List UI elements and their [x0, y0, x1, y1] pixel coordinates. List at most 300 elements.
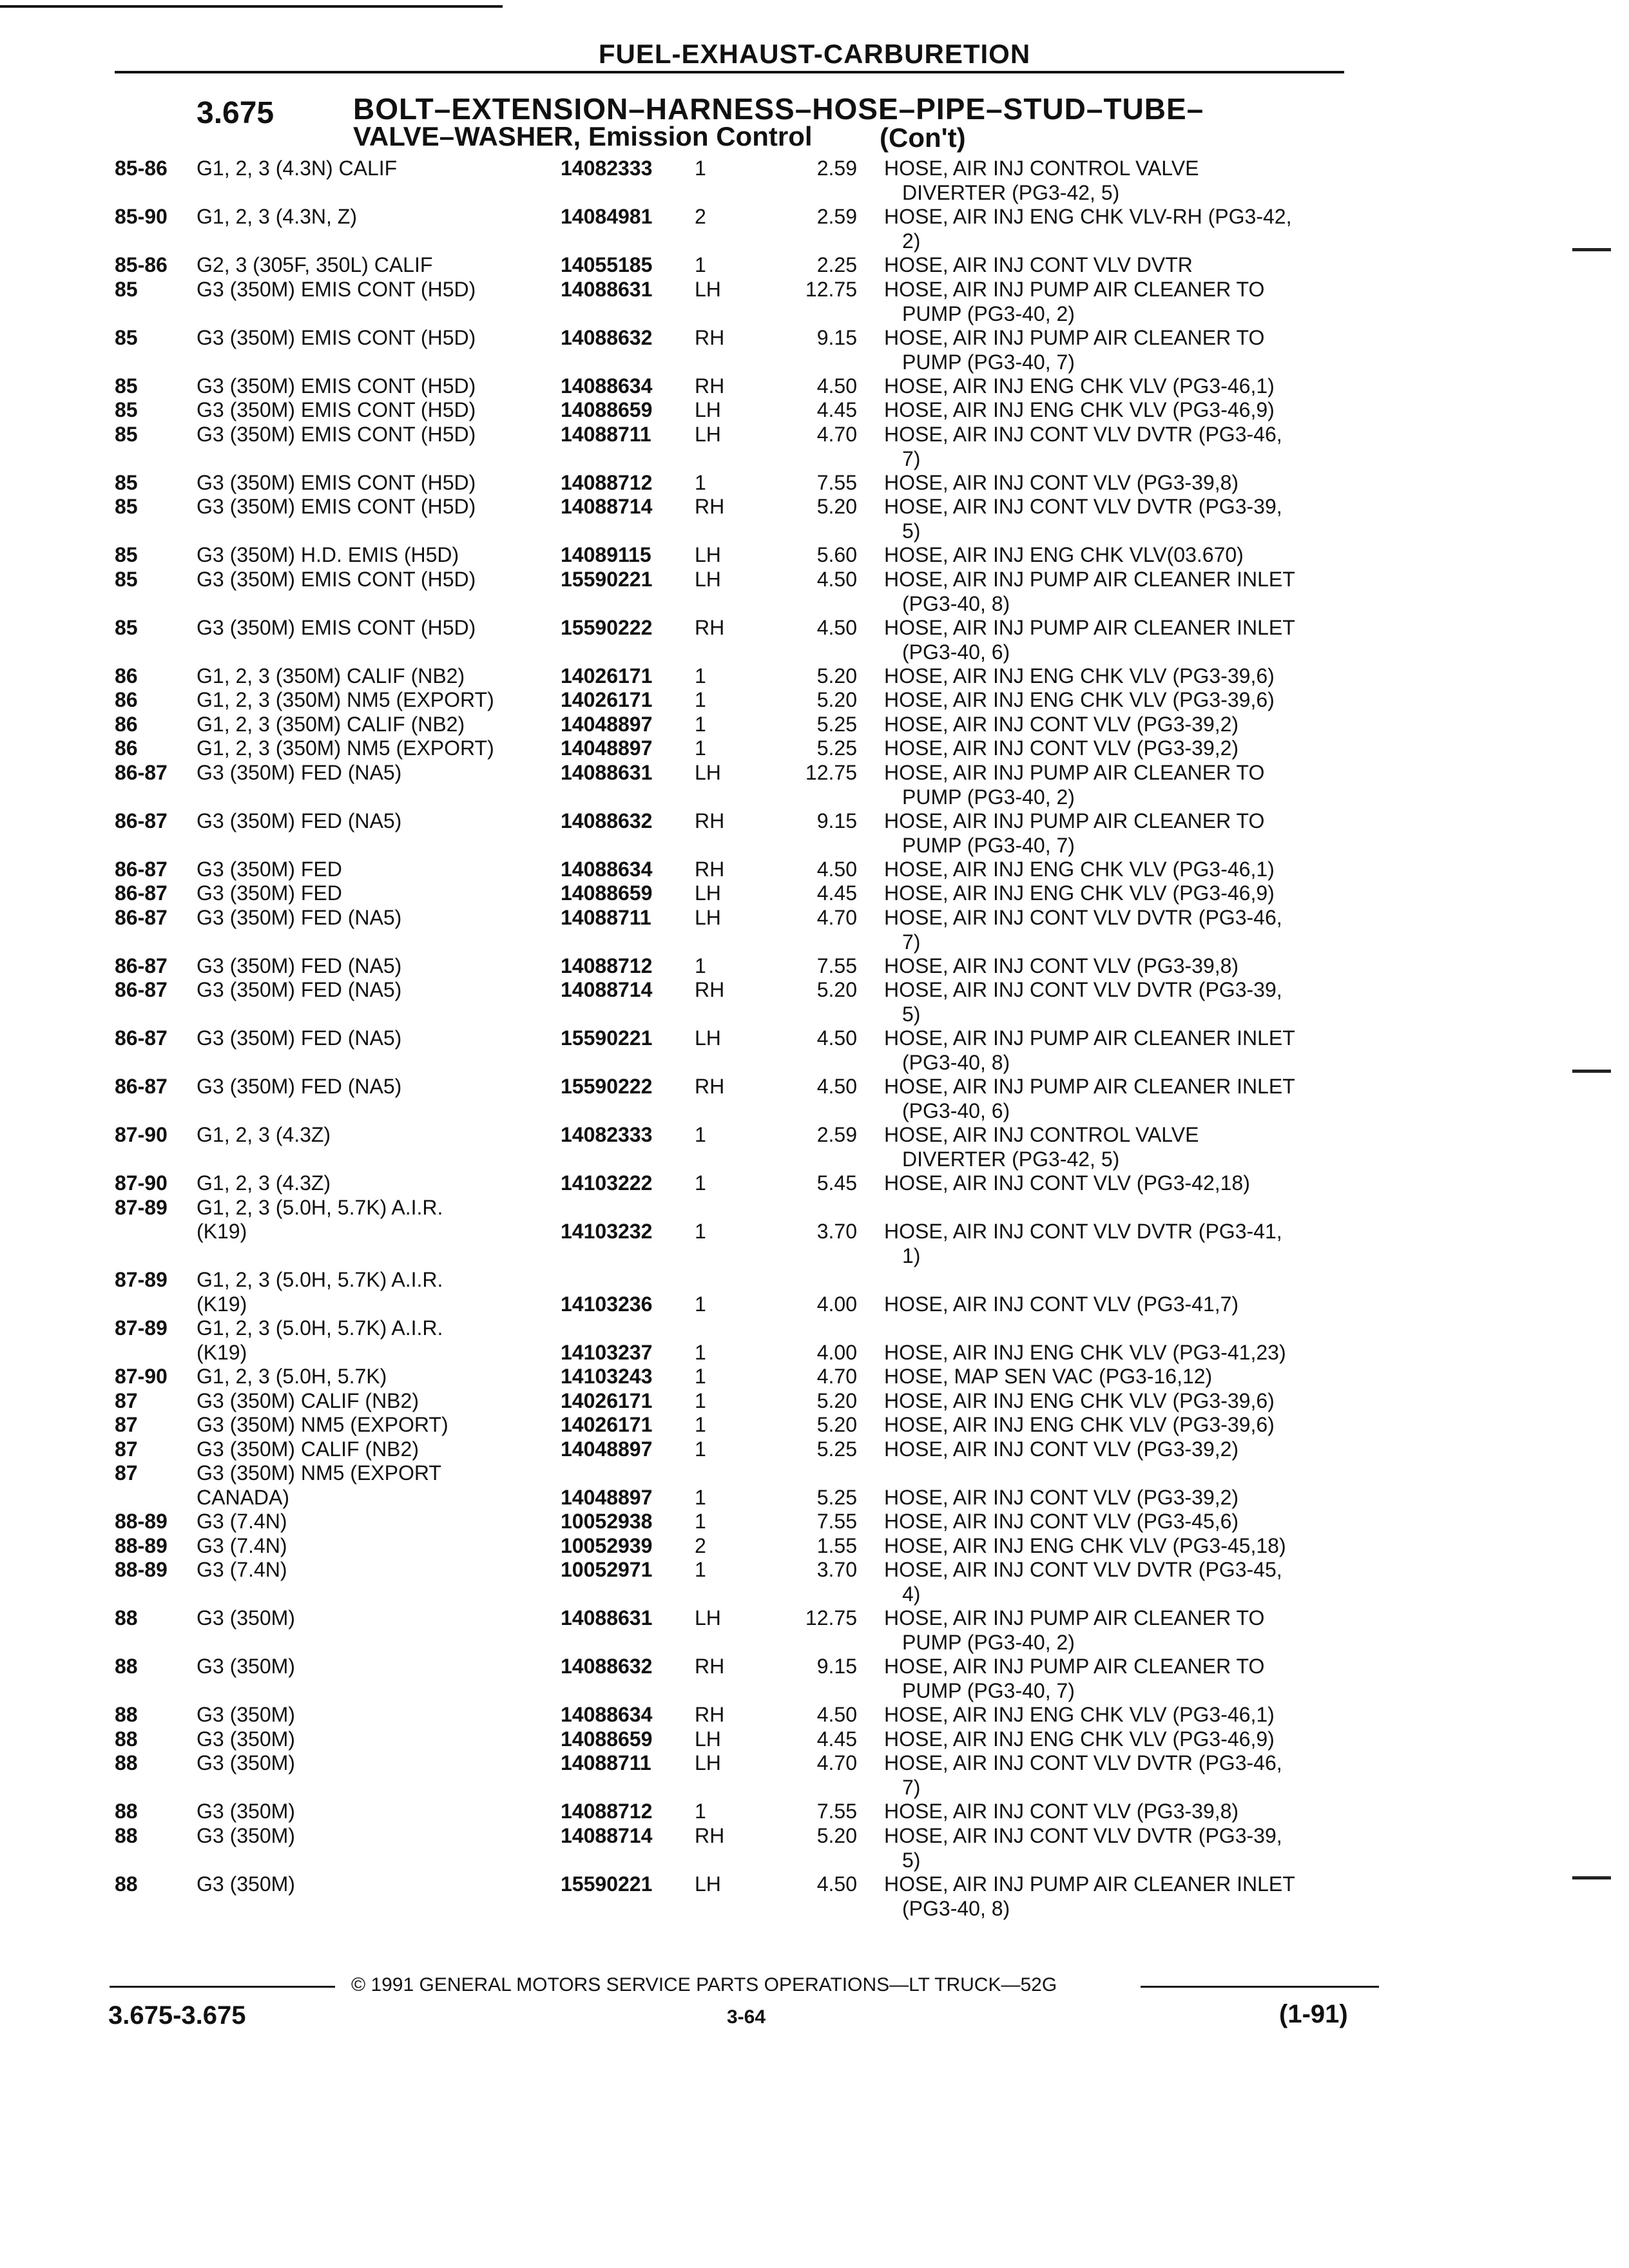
row-year: 87-90 — [115, 1171, 168, 1195]
row-description-line1: HOSE, AIR INJ CONT VLV (PG3-42,18) — [884, 1171, 1250, 1195]
row-description-line1: HOSE, AIR INJ PUMP AIR CLEANER TO — [884, 277, 1265, 301]
row-year: 86-87 — [115, 857, 168, 881]
row-part-number: 14103243 — [561, 1365, 653, 1388]
row-price: 4.50 — [816, 1872, 857, 1896]
row-description — [884, 374, 1366, 398]
row-year: 88-89 — [115, 1558, 168, 1581]
table-row — [0, 422, 1629, 474]
row-price: 4.70 — [816, 905, 857, 929]
row-price: 5.25 — [816, 736, 857, 760]
row-part-number: 10052939 — [561, 1533, 653, 1557]
row-year: 85 — [115, 277, 138, 301]
row-description — [884, 881, 1366, 905]
section-title-line2: VALVE–WASHER, Emission Control — [353, 121, 813, 151]
row-price: 3.70 — [816, 1558, 857, 1581]
table-row — [0, 1872, 1629, 1923]
row-part-number: 14088659 — [561, 881, 653, 905]
row-quantity: 1 — [695, 253, 706, 276]
row-price: 4.50 — [816, 374, 857, 398]
row-year: 85-86 — [115, 253, 168, 276]
row-price: 5.60 — [816, 543, 857, 566]
row-model: G3 (350M) — [197, 1751, 295, 1774]
row-price: 5.20 — [816, 1389, 857, 1412]
table-row — [0, 494, 1629, 546]
row-part-number: 14055185 — [561, 253, 653, 276]
row-quantity: 1 — [695, 157, 706, 180]
row-quantity: 1 — [695, 1413, 706, 1436]
row-price: 5.20 — [816, 978, 857, 1001]
footer-date-code: (1-91) — [1279, 2000, 1348, 2028]
row-description-line2: 4) — [902, 1582, 921, 1606]
row-part-number: 14103222 — [561, 1171, 653, 1195]
row-year: 87 — [115, 1461, 138, 1485]
row-quantity: LH — [695, 1751, 721, 1774]
row-part-number: 14088632 — [561, 325, 653, 349]
row-price: 9.15 — [816, 809, 857, 832]
row-description-line1: HOSE, AIR INJ ENG CHK VLV(03.670) — [884, 543, 1244, 566]
row-year: 86 — [115, 712, 138, 736]
row-quantity: LH — [695, 567, 721, 591]
row-price: 12.75 — [805, 1606, 857, 1629]
row-description-line1: HOSE, AIR INJ CONT VLV (PG3-39,2) — [884, 712, 1239, 736]
row-quantity: 2 — [695, 1533, 706, 1557]
row-model: G1, 2, 3 (5.0H, 5.7K) A.I.R. — [197, 1195, 443, 1219]
row-model: (K19) — [197, 1292, 247, 1316]
table-row — [0, 1751, 1629, 1802]
row-description-line1: HOSE, AIR INJ CONTROL VALVE — [884, 157, 1199, 180]
row-part-number: 14088714 — [561, 1823, 653, 1847]
row-model: G1, 2, 3 (350M) CALIF (NB2) — [197, 664, 465, 687]
footer-copyright: © 1991 GENERAL MOTORS SERVICE PARTS OPERATIONS—LT TRUCK—52G — [351, 1974, 1057, 1995]
row-year: 88 — [115, 1727, 138, 1751]
row-year: 85 — [115, 470, 138, 494]
row-part-number: 14026171 — [561, 1389, 653, 1412]
table-row — [0, 1122, 1629, 1174]
row-description — [884, 977, 1366, 1026]
row-part-number: 14088711 — [561, 1751, 651, 1774]
row-model: G1, 2, 3 (4.3N, Z) — [197, 205, 357, 228]
row-year: 86-87 — [115, 978, 168, 1001]
row-quantity: RH — [695, 809, 725, 832]
row-description — [884, 905, 1366, 954]
row-quantity: LH — [695, 422, 721, 446]
row-quantity: 1 — [695, 1220, 706, 1243]
row-description-line1: HOSE, AIR INJ CONT VLV DVTR (PG3-46, — [884, 422, 1282, 446]
row-part-number: 15590221 — [561, 1026, 653, 1050]
row-description-line1: HOSE, AIR INJ ENG CHK VLV (PG3-39,6) — [884, 664, 1275, 687]
row-quantity: 2 — [695, 205, 706, 228]
row-quantity: 1 — [695, 1510, 706, 1533]
row-year: 86-87 — [115, 809, 168, 832]
row-price: 5.25 — [816, 712, 857, 736]
row-quantity: 1 — [695, 470, 706, 494]
row-description-line1: HOSE, AIR INJ CONT VLV DVTR (PG3-45, — [884, 1558, 1282, 1581]
row-year: 87 — [115, 1389, 138, 1412]
table-row — [0, 615, 1629, 667]
row-year: 87-90 — [115, 1365, 168, 1388]
row-model: G3 (350M) FED — [197, 857, 342, 881]
table-row — [0, 567, 1629, 619]
row-quantity: LH — [695, 1727, 721, 1751]
row-description-line1: HOSE, AIR INJ CONT VLV DVTR (PG3-41, — [884, 1220, 1282, 1243]
row-price: 4.00 — [816, 1340, 857, 1364]
row-description — [884, 1171, 1366, 1195]
row-year: 86 — [115, 736, 138, 760]
row-model: G3 (350M) FED (NA5) — [197, 809, 402, 832]
row-quantity: 1 — [695, 1171, 706, 1195]
row-description-line2: PUMP (PG3-40, 2) — [902, 302, 1075, 325]
row-price: 5.25 — [816, 1485, 857, 1509]
row-description — [884, 1026, 1366, 1075]
row-description — [884, 1292, 1366, 1316]
row-model: G3 (350M) FED (NA5) — [197, 1075, 402, 1098]
row-part-number: 14088714 — [561, 495, 653, 518]
row-description — [884, 1872, 1366, 1921]
section-continued: (Con't) — [880, 122, 966, 153]
row-description-line1: HOSE, AIR INJ PUMP AIR CLEANER INLET — [884, 1026, 1295, 1050]
row-model: G3 (350M) FED — [197, 881, 342, 905]
row-quantity: 1 — [695, 1558, 706, 1581]
row-quantity: 1 — [695, 688, 706, 711]
row-price: 4.50 — [816, 857, 857, 881]
row-quantity: LH — [695, 277, 721, 301]
row-part-number: 14088631 — [561, 277, 653, 301]
row-description-line2: 5) — [902, 519, 921, 543]
row-description-line1: HOSE, AIR INJ ENG CHK VLV (PG3-46,9) — [884, 398, 1275, 421]
margin-mark — [1572, 248, 1611, 251]
row-quantity: LH — [695, 760, 721, 784]
row-quantity: RH — [695, 1703, 725, 1726]
row-description — [884, 204, 1366, 253]
row-description — [884, 325, 1366, 374]
row-year: 86-87 — [115, 1026, 168, 1050]
row-year: 86-87 — [115, 905, 168, 929]
row-description — [884, 1509, 1366, 1533]
row-description — [884, 567, 1366, 616]
row-year: 88-89 — [115, 1510, 168, 1533]
row-year: 87 — [115, 1413, 138, 1436]
row-part-number: 14082333 — [561, 157, 653, 180]
row-model: G3 (350M) — [197, 1823, 295, 1847]
row-model: G1, 2, 3 (4.3Z) — [197, 1123, 331, 1146]
row-description-line1: HOSE, AIR INJ ENG CHK VLV (PG3-39,6) — [884, 1389, 1275, 1412]
table-row — [0, 325, 1629, 377]
row-part-number: 14088634 — [561, 857, 653, 881]
row-price: 4.45 — [816, 398, 857, 421]
table-row — [0, 977, 1629, 1029]
row-description-line1: HOSE, AIR INJ ENG CHK VLV (PG3-45,18) — [884, 1533, 1286, 1557]
row-model: G3 (350M) FED (NA5) — [197, 978, 402, 1001]
row-description — [884, 543, 1366, 567]
row-quantity: 1 — [695, 1292, 706, 1316]
table-row — [0, 277, 1629, 329]
footer-page-number: 3-64 — [727, 2006, 766, 2028]
row-quantity: 1 — [695, 1485, 706, 1509]
row-description — [884, 1606, 1366, 1655]
row-description-line2: 5) — [902, 1848, 921, 1872]
row-description-line1: HOSE, AIR INJ CONT VLV (PG3-39,8) — [884, 1800, 1239, 1823]
row-description — [884, 398, 1366, 422]
row-year: 87-89 — [115, 1195, 168, 1219]
row-part-number: 14088634 — [561, 374, 653, 398]
row-price: 7.55 — [816, 1510, 857, 1533]
row-quantity: 1 — [695, 1365, 706, 1388]
row-model: G1, 2, 3 (350M) NM5 (EXPORT) — [197, 688, 494, 711]
row-price: 12.75 — [805, 277, 857, 301]
row-description — [884, 1533, 1366, 1558]
row-description-line2: PUMP (PG3-40, 2) — [902, 1631, 1075, 1654]
row-model: G1, 2, 3 (350M) CALIF (NB2) — [197, 712, 465, 736]
row-description — [884, 1219, 1366, 1268]
row-description — [884, 1799, 1366, 1823]
row-description-line1: HOSE, AIR INJ ENG CHK VLV (PG3-39,6) — [884, 1413, 1275, 1436]
row-quantity: RH — [695, 978, 725, 1001]
row-model: G3 (350M) — [197, 1727, 295, 1751]
row-description — [884, 1437, 1366, 1461]
row-description-line2: 1) — [902, 1244, 921, 1267]
row-model: G3 (350M) FED (NA5) — [197, 905, 402, 929]
row-model: G3 (350M) — [197, 1872, 295, 1896]
table-row — [0, 1654, 1629, 1706]
row-quantity: 1 — [695, 1437, 706, 1461]
row-quantity: RH — [695, 325, 725, 349]
row-part-number: 15590222 — [561, 1075, 653, 1098]
row-year: 88 — [115, 1872, 138, 1896]
row-description-line1: HOSE, AIR INJ CONT VLV (PG3-45,6) — [884, 1510, 1239, 1533]
row-description-line1: HOSE, AIR INJ CONT VLV DVTR (PG3-46, — [884, 905, 1282, 929]
table-row — [0, 1219, 1629, 1271]
row-price: 5.45 — [816, 1171, 857, 1195]
row-year: 86-87 — [115, 954, 168, 977]
row-quantity: LH — [695, 543, 721, 566]
row-quantity: LH — [695, 881, 721, 905]
row-price: 4.70 — [816, 1751, 857, 1774]
row-quantity: RH — [695, 1075, 725, 1098]
row-description — [884, 1389, 1366, 1413]
row-description — [884, 470, 1366, 495]
row-description-line1: HOSE, AIR INJ PUMP AIR CLEANER TO — [884, 1655, 1265, 1678]
row-description-line2: DIVERTER (PG3-42, 5) — [902, 1148, 1120, 1171]
row-year: 86-87 — [115, 1075, 168, 1098]
margin-mark — [1572, 1070, 1611, 1073]
row-price: 3.70 — [816, 1220, 857, 1243]
table-row — [0, 1823, 1629, 1875]
row-description — [884, 1727, 1366, 1751]
row-year: 85 — [115, 422, 138, 446]
row-model: G3 (350M) CALIF (NB2) — [197, 1389, 419, 1412]
row-model: G3 (350M) NM5 (EXPORT) — [197, 1413, 448, 1436]
row-description — [884, 809, 1366, 858]
row-model: G3 (350M) FED (NA5) — [197, 760, 402, 784]
row-year: 85 — [115, 398, 138, 421]
row-description-line2: 7) — [902, 1776, 921, 1799]
row-description-line1: HOSE, AIR INJ ENG CHK VLV (PG3-39,6) — [884, 688, 1275, 711]
row-price: 2.59 — [816, 157, 857, 180]
row-year: 88-89 — [115, 1533, 168, 1557]
row-year: 85 — [115, 567, 138, 591]
row-price: 9.15 — [816, 325, 857, 349]
row-part-number: 14088711 — [561, 422, 651, 446]
row-description-line1: HOSE, AIR INJ PUMP AIR CLEANER TO — [884, 1606, 1265, 1629]
row-price: 5.20 — [816, 688, 857, 711]
row-quantity: RH — [695, 1655, 725, 1678]
row-description-line1: HOSE, AIR INJ CONT VLV DVTR (PG3-39, — [884, 1823, 1282, 1847]
row-quantity: LH — [695, 398, 721, 421]
row-quantity: LH — [695, 905, 721, 929]
row-description — [884, 664, 1366, 688]
row-price: 7.55 — [816, 1800, 857, 1823]
footer-rule-left — [110, 1986, 335, 1988]
row-model: G3 (350M) H.D. EMIS (H5D) — [197, 543, 459, 566]
row-description — [884, 494, 1366, 543]
row-description-line2: PUMP (PG3-40, 7) — [902, 350, 1075, 374]
row-description-line1: HOSE, AIR INJ CONT VLV (PG3-39,2) — [884, 736, 1239, 760]
row-model: G3 (350M) EMIS CONT (H5D) — [197, 422, 476, 446]
row-description — [884, 687, 1366, 712]
row-description — [884, 1364, 1366, 1389]
row-quantity: 1 — [695, 1389, 706, 1412]
row-part-number: 14082333 — [561, 1123, 653, 1146]
row-year: 85-90 — [115, 205, 168, 228]
row-description-line2: PUMP (PG3-40, 7) — [902, 833, 1075, 857]
row-model: G1, 2, 3 (4.3Z) — [197, 1171, 331, 1195]
row-description — [884, 712, 1366, 736]
row-price: 4.45 — [816, 881, 857, 905]
row-part-number: 14103237 — [561, 1340, 653, 1364]
row-quantity: RH — [695, 495, 725, 518]
row-description — [884, 1654, 1366, 1703]
row-part-number: 10052971 — [561, 1558, 653, 1581]
row-part-number: 14088659 — [561, 1727, 653, 1751]
row-year: 88 — [115, 1751, 138, 1774]
row-year: 85 — [115, 615, 138, 639]
row-description — [884, 615, 1366, 664]
row-price: 5.20 — [816, 664, 857, 687]
row-description — [884, 277, 1366, 326]
row-description-line2: (PG3-40, 8) — [902, 591, 1010, 615]
row-model: (K19) — [197, 1220, 247, 1243]
row-description-line2: 2) — [902, 229, 921, 253]
row-price: 7.55 — [816, 470, 857, 494]
row-year: 88 — [115, 1703, 138, 1726]
row-model: (K19) — [197, 1340, 247, 1364]
row-description-line1: HOSE, AIR INJ ENG CHK VLV-RH (PG3-42, — [884, 205, 1292, 228]
row-description-line1: HOSE, AIR INJ ENG CHK VLV (PG3-46,1) — [884, 1703, 1275, 1726]
row-part-number: 14026171 — [561, 688, 653, 711]
row-description — [884, 736, 1366, 760]
row-description — [884, 422, 1366, 471]
table-row — [0, 760, 1629, 812]
row-description — [884, 1702, 1366, 1727]
row-description — [884, 156, 1366, 205]
row-description-line1: HOSE, AIR INJ ENG CHK VLV (PG3-46,1) — [884, 857, 1275, 881]
row-price: 4.00 — [816, 1292, 857, 1316]
row-price: 4.45 — [816, 1727, 857, 1751]
row-model: G3 (350M) NM5 (EXPORT — [197, 1461, 441, 1485]
row-description-line1: HOSE, AIR INJ ENG CHK VLV (PG3-46,9) — [884, 881, 1275, 905]
row-part-number: 14088659 — [561, 398, 653, 421]
row-part-number: 14088631 — [561, 760, 653, 784]
row-price: 7.55 — [816, 954, 857, 977]
row-description-line1: HOSE, AIR INJ PUMP AIR CLEANER TO — [884, 325, 1265, 349]
row-description-line1: HOSE, AIR INJ PUMP AIR CLEANER TO — [884, 760, 1265, 784]
row-price: 5.20 — [816, 1823, 857, 1847]
table-row — [0, 204, 1629, 256]
row-model: G1, 2, 3 (4.3N) CALIF — [197, 157, 398, 180]
row-description-line1: HOSE, AIR INJ CONT VLV (PG3-39,8) — [884, 954, 1239, 977]
footer-section-range: 3.675-3.675 — [108, 2001, 246, 2030]
row-description-line1: HOSE, AIR INJ PUMP AIR CLEANER INLET — [884, 615, 1295, 639]
row-year: 87-90 — [115, 1123, 168, 1146]
row-description — [884, 954, 1366, 978]
row-price: 2.59 — [816, 205, 857, 228]
row-quantity: 1 — [695, 712, 706, 736]
row-description-line2: (PG3-40, 6) — [902, 640, 1010, 664]
row-description-line1: HOSE, AIR INJ PUMP AIR CLEANER INLET — [884, 1872, 1295, 1896]
row-quantity: RH — [695, 615, 725, 639]
row-description — [884, 1340, 1366, 1365]
row-quantity: 1 — [695, 1123, 706, 1146]
row-year: 85 — [115, 495, 138, 518]
row-part-number: 14088631 — [561, 1606, 653, 1629]
row-price: 9.15 — [816, 1655, 857, 1678]
row-part-number: 10052938 — [561, 1510, 653, 1533]
row-description — [884, 1751, 1366, 1800]
row-part-number: 15590222 — [561, 615, 653, 639]
table-row — [0, 1606, 1629, 1657]
page-title: FUEL-EXHAUST-CARBURETION — [598, 39, 1031, 69]
row-description-line1: HOSE, AIR INJ CONT VLV (PG3-41,7) — [884, 1292, 1239, 1316]
row-model: G3 (350M) — [197, 1655, 295, 1678]
footer-rule-right — [1141, 1986, 1379, 1988]
row-description-line2: PUMP (PG3-40, 7) — [902, 1679, 1075, 1702]
table-row — [0, 1557, 1629, 1609]
row-year: 88 — [115, 1606, 138, 1629]
row-year: 86-87 — [115, 881, 168, 905]
table-row — [0, 156, 1629, 207]
row-model: G3 (350M) FED (NA5) — [197, 954, 402, 977]
row-part-number: 14088712 — [561, 470, 653, 494]
row-part-number: 14088711 — [561, 905, 651, 929]
row-part-number: 14088712 — [561, 954, 653, 977]
margin-mark — [1572, 1876, 1611, 1879]
row-model: G1, 2, 3 (5.0H, 5.7K) A.I.R. — [197, 1268, 443, 1291]
row-quantity: LH — [695, 1026, 721, 1050]
row-part-number: 14088632 — [561, 809, 653, 832]
row-model: G3 (350M) — [197, 1703, 295, 1726]
row-part-number: 14103236 — [561, 1292, 653, 1316]
row-model: G1, 2, 3 (350M) NM5 (EXPORT) — [197, 736, 494, 760]
row-part-number: 15590221 — [561, 1872, 653, 1896]
row-year: 87-89 — [115, 1268, 168, 1291]
row-part-number: 14084981 — [561, 205, 653, 228]
row-price: 2.59 — [816, 1123, 857, 1146]
row-part-number: 14026171 — [561, 664, 653, 687]
table-row — [0, 809, 1629, 860]
row-quantity: 1 — [695, 664, 706, 687]
row-model: G3 (350M) EMIS CONT (H5D) — [197, 374, 476, 398]
row-year: 88 — [115, 1800, 138, 1823]
row-model: G3 (350M) EMIS CONT (H5D) — [197, 495, 476, 518]
row-part-number: 14103232 — [561, 1220, 653, 1243]
row-part-number: 14048897 — [561, 1437, 653, 1461]
row-part-number: 14048897 — [561, 736, 653, 760]
row-year: 85 — [115, 543, 138, 566]
row-model: G3 (350M) EMIS CONT (H5D) — [197, 277, 476, 301]
row-model: G3 (350M) CALIF (NB2) — [197, 1437, 419, 1461]
row-description-line1: HOSE, AIR INJ CONT VLV (PG3-39,8) — [884, 470, 1239, 494]
row-description — [884, 760, 1366, 809]
